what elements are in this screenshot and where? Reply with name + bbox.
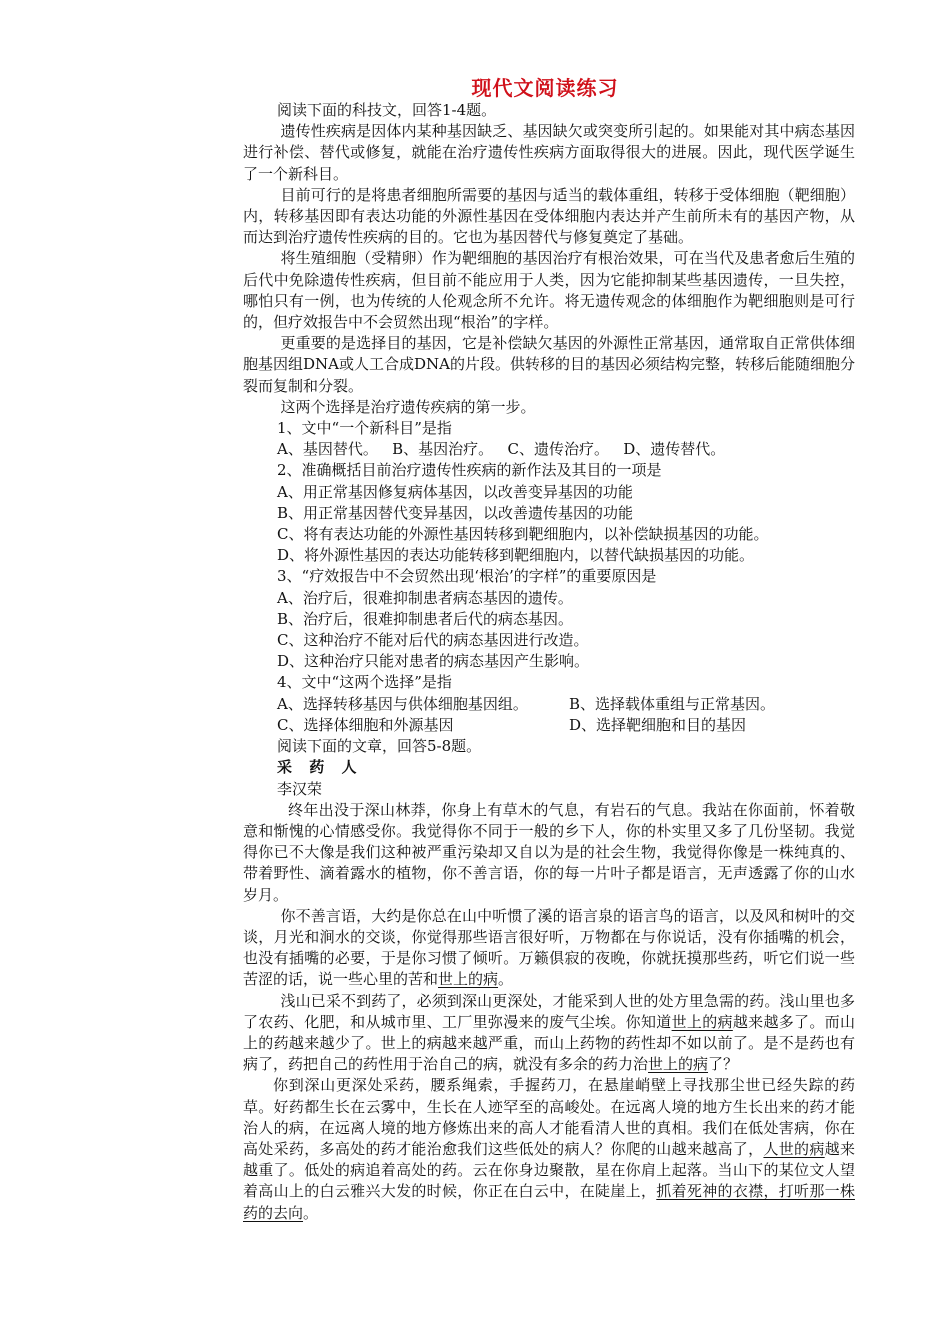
option: B、选择载体重组与正常基因。	[569, 694, 776, 713]
option: C、选择体细胞和外源基因	[277, 715, 454, 734]
passage-paragraph: 目前可行的是将患者细胞所需要的基因与适当的载体重组，转移于受体细胞（靶细胞）内，转移基因即有表达功能的外源性基因在受体细胞内表达并产生前所未有的基因产物，从而达到治疗遗传性疾病的目的。它也为基因替代与修复奠定了基础。	[243, 185, 855, 247]
option: C、这种治疗不能对后代的病态基因进行改造。	[277, 631, 589, 650]
option: A、治疗后，很难抑制患者病态基因的遗传。	[277, 588, 573, 607]
option-row	[243, 694, 855, 715]
author: 李汉荣	[277, 779, 323, 798]
story-paragraph: 终年出没于深山林莽，你身上有草木的气息，有岩石的气息。我站在你面前，怀着敬意和惭愧的心情感受你。我觉得你不同于一般的乡下人，你的朴实里又多了几份坚韧。我觉得你已不大像是我们这种被严重污染却又自以为是的社会生物，我觉得你像是一株纯真的、带着野性、滴着露水的植物，你不善言语，你的每一片叶子都是语言，无声透露了你的山水岁月。	[243, 800, 855, 904]
passage-paragraph: 这两个选择是治疗遗传疾病的第一步。	[280, 397, 536, 416]
question-1: 1、文中“一个新科目”是指	[277, 419, 452, 438]
underlined-phrase: 抓着死神的衣襟，打听那一株药的去向	[243, 1182, 855, 1222]
page-title: 现代文阅读练习	[471, 76, 619, 100]
option: B、治疗后，很难抑制患者后代的病态基因。	[277, 609, 574, 628]
option: D、将外源性基因的表达功能转移到靶细胞内，以替代缺损基因的功能。	[277, 546, 755, 565]
option: A、选择转移基因与供体细胞基因组。	[277, 694, 528, 713]
underlined-phrase: 人世的病	[763, 1139, 825, 1158]
story-title: 采 药 人	[277, 758, 363, 777]
reading-instruction-2: 阅读下面的文章，回答5-8题。	[277, 737, 482, 756]
question-1-options: A、基因替代。 B、基因治疗。 C、遗传治疗。 D、遗传替代。	[277, 440, 726, 459]
underlined-phrase: 世上的病	[648, 1055, 709, 1074]
option: A、用正常基因修复病体基因，以改善变异基因的功能	[277, 482, 633, 501]
underlined-phrase: 世上的病	[438, 970, 499, 989]
option-row	[243, 715, 855, 736]
option: B、用正常基因替代变异基因，以改善遗传基因的功能	[277, 503, 634, 522]
passage-paragraph: 更重要的是选择目的基因，它是补偿缺欠基因的外源性正常基因，通常取自正常供体细胞基因组DNA或人工合成DNA的片段。供转移的目的基因必须结构完整，转移后能随细胞分裂而复制和分裂。	[243, 334, 855, 395]
underlined-phrase: 世上的病	[671, 1012, 733, 1031]
story-paragraph: 浅山已采不到药了，必须到深山更深处，才能采到人世的处方里急需的药。浅山里也多了农药、化肥，和从城市里、工厂里弥漫来的废气尘埃。你知道世上的病越来越多了。而山上的药越来越少了。世上的病越来越严重，而山上药物的药性却不如以前了。是不是药也有病了，药把自己的药性用于治自己的病，就没有多余的药力治世上的病了？	[243, 991, 855, 1074]
question-3: 3、“疗效报告中不会贸然出现‘根治’的字样”的重要原因是	[277, 567, 657, 586]
question-2: 2、准确概括目前治疗遗传性疾病的新作法及其目的一项是	[277, 461, 662, 480]
passage-paragraph: 将生殖细胞（受精卵）作为靶细胞的基因治疗有根治效果，可在当代及患者愈后生殖的后代中免除遗传性疾病，但目前不能应用于人类，因为它能抑制某些基因遗传，一旦失控，哪怕只有一例，也为传统的人伦观念所不允许。将无遗传观念的体细胞作为靶细胞则是可行的，但疗效报告中不会贸然出现“根治”的字样。	[243, 249, 855, 332]
document-body	[243, 100, 855, 1224]
option: D、这种治疗只能对患者的病态基因产生影响。	[277, 652, 590, 671]
passage-paragraph: 遗传性疾病是因体内某种基因缺乏、基因缺欠或突变所引起的。如果能对其中病态基因进行补偿、替代或修复，就能在治疗遗传性疾病方面取得很大的进展。因此，现代医学诞生了一个新科目。	[243, 122, 855, 183]
story-paragraph: 你不善言语，大约是你总在山中听惯了溪的语言泉的语言鸟的语言，以及风和树叶的交谈，月光和涧水的交谈，你觉得那些语言很好听，万物都在与你说话，没有你插嘴的机会，也没有插嘴的必要，于是你习惯了倾听。万籁俱寂的夜晚，你就抚摸那些药，听它们说一些苦涩的话，说一些心里的苦和世上的病。	[243, 906, 855, 989]
reading-instruction-1: 阅读下面的科技文，回答1-4题。	[277, 101, 497, 119]
story-paragraph: 你到深山更深处采药，腰系绳索，手握药刀，在悬崖峭壁上寻找那尘世已经失踪的药草。好药都生长在云雾中，生长在人迹罕至的高峻处。在远离人境的地方生长出来的药才能治人的病，在远离人境的地方修炼出来的高人才能看清人世的真相。我们在低处害病，你在高处采药，多高处的药才能治愈我们这些低处的病人？你爬的山越来越高了，人世的病越来越重了。低处的病追着高处的药。云在你身边聚散，星在你肩上起落。当山下的某位文人望着高山上的白云雅兴大发的时候，你正在白云中，在陡崖上，抓着死神的衣襟，打听那一株药的去向。	[243, 1076, 855, 1222]
option: D、选择靶细胞和目的基因	[569, 715, 747, 734]
option: C、将有表达功能的外源性基因转移到靶细胞内，以补偿缺损基因的功能。	[277, 525, 769, 544]
question-4: 4、文中“这两个选择”是指	[277, 673, 452, 692]
